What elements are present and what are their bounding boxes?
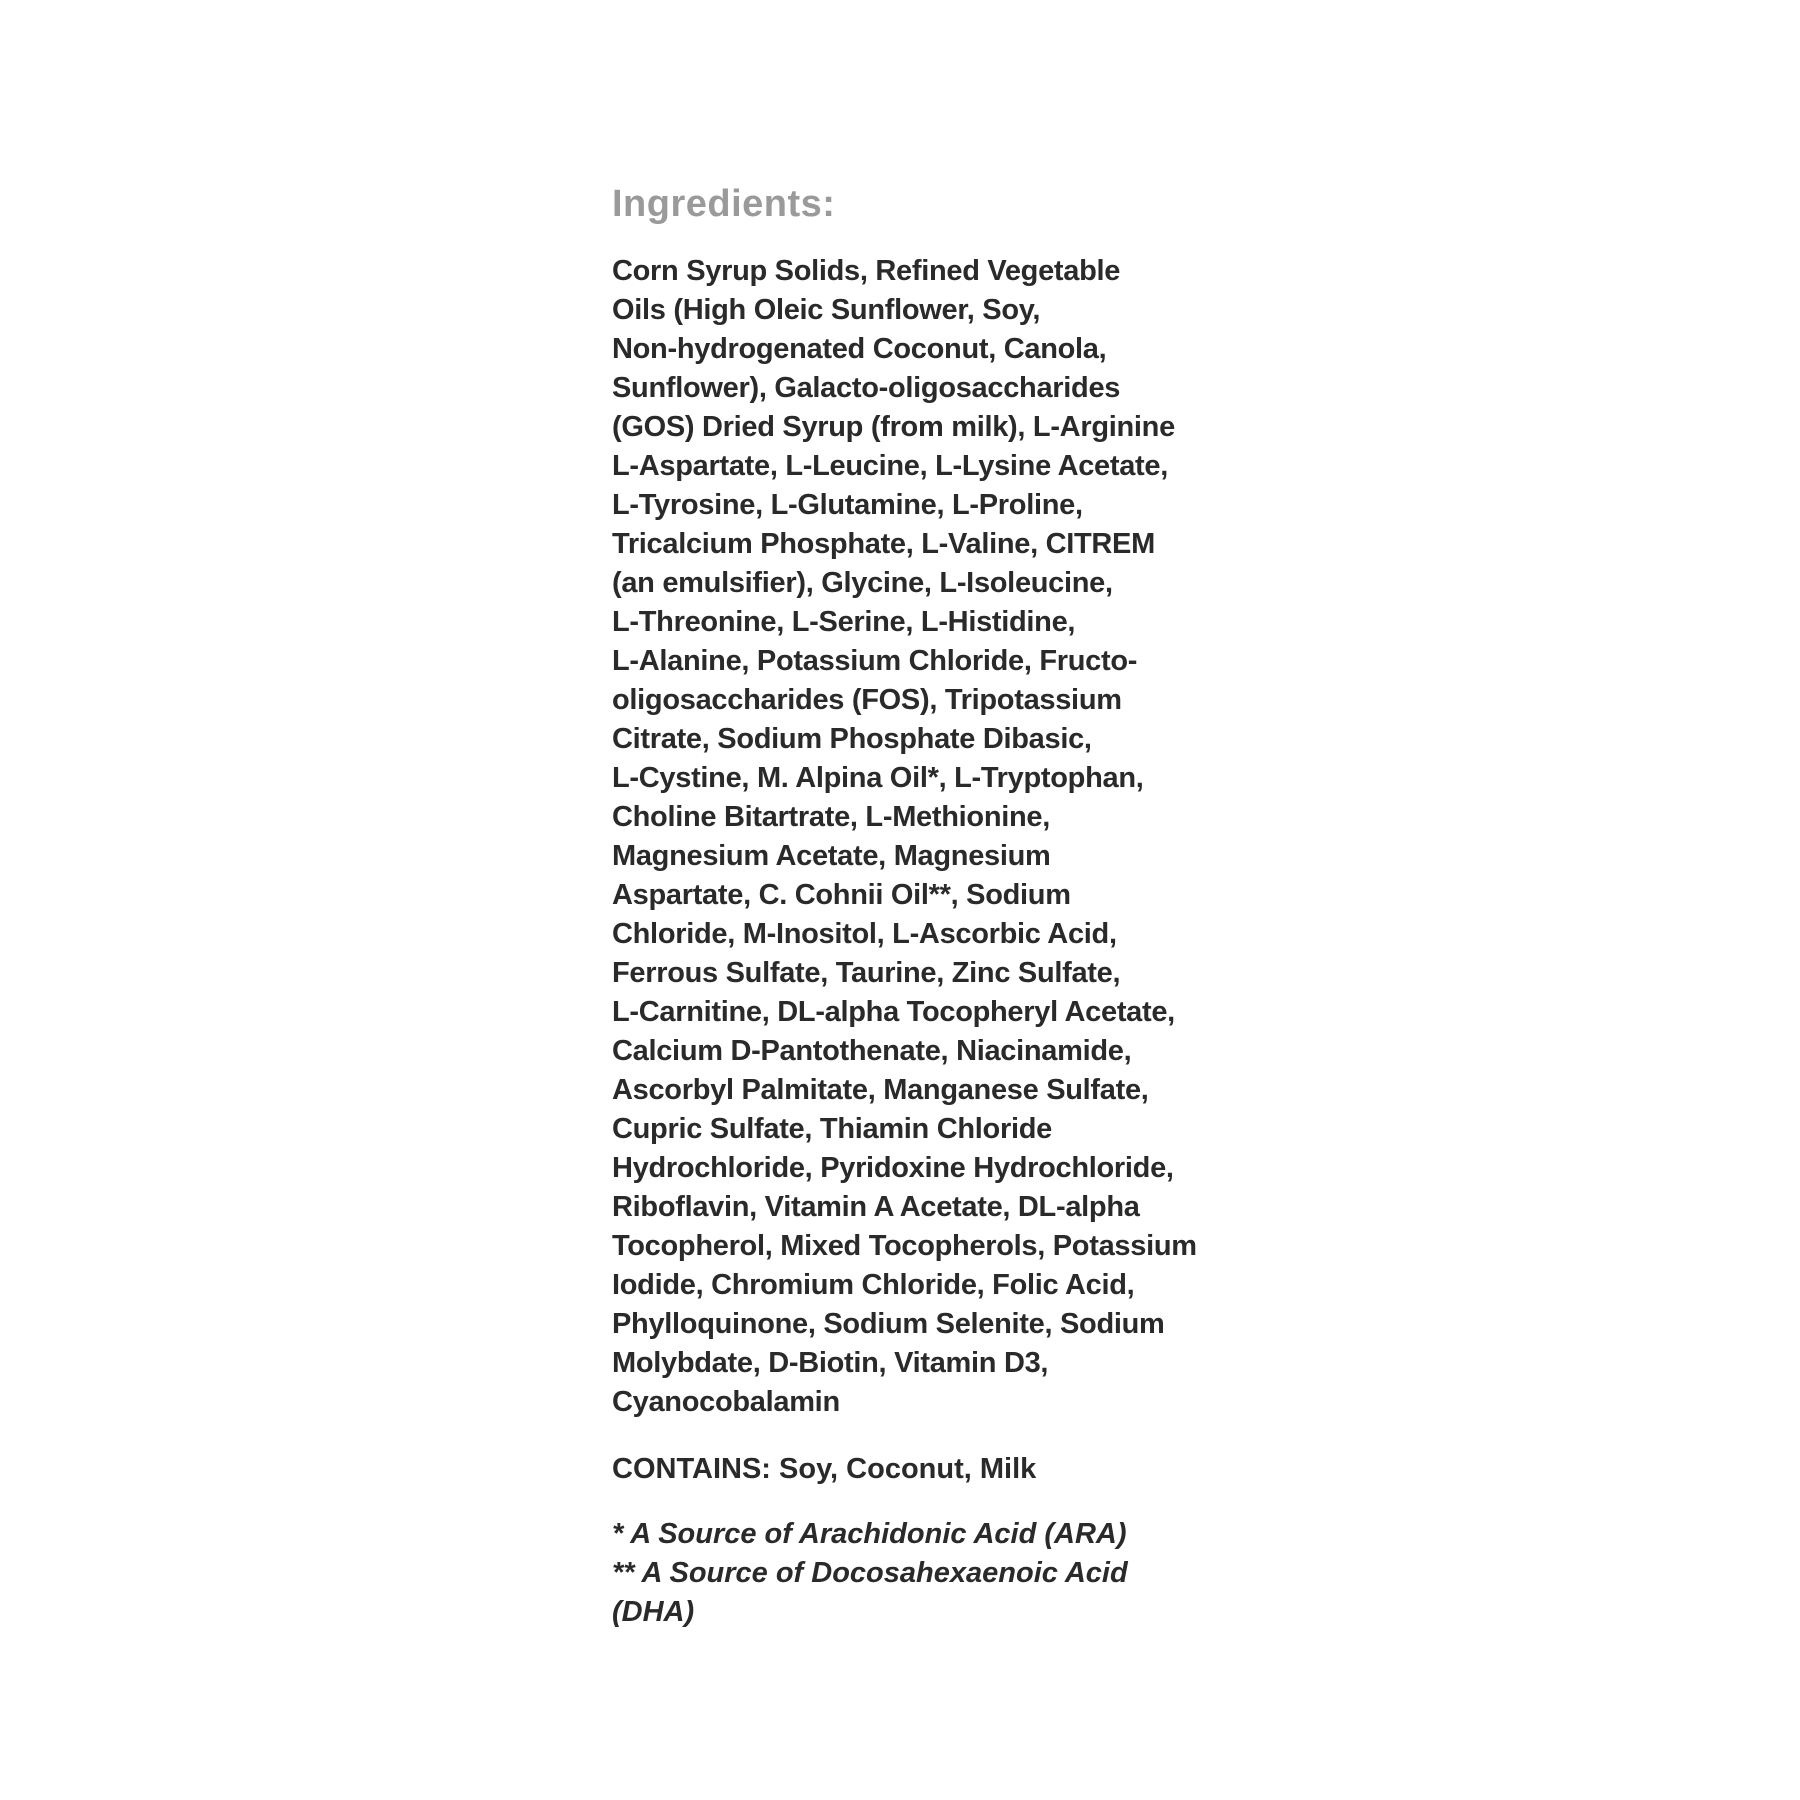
ingredient-line: Choline Bitartrate, L-Methionine, xyxy=(612,801,1051,833)
ingredients-label-panel xyxy=(612,180,1222,1632)
ingredient-line: Calcium D-Pantothenate, Niacinamide, xyxy=(612,1035,1132,1067)
ingredient-line: Tocopherol, Mixed Tocopherols, Potassium xyxy=(612,1230,1197,1262)
footnotes xyxy=(612,1515,1222,1632)
contains-label: CONTAINS: xyxy=(612,1453,771,1485)
ingredient-line: L-Carnitine, DL-alpha Tocopheryl Acetate, xyxy=(612,996,1175,1028)
ingredient-line: Iodide, Chromium Chloride, Folic Acid, xyxy=(612,1269,1135,1301)
ingredients-heading: Ingredients: xyxy=(612,183,836,225)
ingredient-line: Magnesium Acetate, Magnesium xyxy=(612,840,1051,872)
contains-value: Soy, Coconut, Milk xyxy=(770,1453,1037,1485)
ingredient-line: Ferrous Sulfate, Taurine, Zinc Sulfate, xyxy=(612,957,1121,989)
ingredient-line: Cupric Sulfate, Thiamin Chloride xyxy=(612,1113,1052,1145)
ingredient-line: (an emulsifier), Glycine, L-Isoleucine, xyxy=(612,567,1113,599)
ingredient-line: Ascorbyl Palmitate, Manganese Sulfate, xyxy=(612,1074,1149,1106)
ingredient-line: Molybdate, D-Biotin, Vitamin D3, xyxy=(612,1347,1049,1379)
ingredient-line: Tricalcium Phosphate, L-Valine, CITREM xyxy=(612,528,1155,560)
ingredient-line: L-Cystine, M. Alpina Oil*, L-Tryptophan, xyxy=(612,762,1144,794)
ingredient-line: Oils (High Oleic Sunflower, Soy, xyxy=(612,294,1041,326)
ingredient-line: Citrate, Sodium Phosphate Dibasic, xyxy=(612,723,1092,755)
ingredient-line: L-Alanine, Potassium Chloride, Fructo- xyxy=(612,645,1138,677)
ingredient-line: Phylloquinone, Sodium Selenite, Sodium xyxy=(612,1308,1165,1340)
allergen-statement xyxy=(612,1450,1222,1489)
ingredient-line: Chloride, M-Inositol, L-Ascorbic Acid, xyxy=(612,918,1117,950)
footnote-line: (DHA) xyxy=(612,1596,695,1628)
ingredient-line: oligosaccharides (FOS), Tripotassium xyxy=(612,684,1122,716)
ingredient-line: Non-hydrogenated Coconut, Canola, xyxy=(612,333,1107,365)
ingredient-line: Hydrochloride, Pyridoxine Hydrochloride, xyxy=(612,1152,1174,1184)
ingredient-line: Sunflower), Galacto-oligosaccharides xyxy=(612,372,1121,404)
ingredient-line: Riboflavin, Vitamin A Acetate, DL-alpha xyxy=(612,1191,1140,1223)
ingredient-line: Aspartate, C. Cohnii Oil**, Sodium xyxy=(612,879,1071,911)
ingredient-line: Corn Syrup Solids, Refined Vegetable xyxy=(612,255,1121,287)
footnote-line: * A Source of Arachidonic Acid (ARA) xyxy=(612,1518,1127,1550)
footnote-line: ** A Source of Docosahexaenoic Acid xyxy=(612,1557,1128,1589)
ingredients-list xyxy=(612,252,1222,1422)
ingredient-line: L-Tyrosine, L-Glutamine, L-Proline, xyxy=(612,489,1083,521)
ingredient-line: L-Aspartate, L-Leucine, L-Lysine Acetate, xyxy=(612,450,1169,482)
ingredient-line: (GOS) Dried Syrup (from milk), L-Arginine xyxy=(612,411,1175,443)
ingredient-line: Cyanocobalamin xyxy=(612,1386,840,1418)
ingredient-line: L-Threonine, L-Serine, L-Histidine, xyxy=(612,606,1076,638)
